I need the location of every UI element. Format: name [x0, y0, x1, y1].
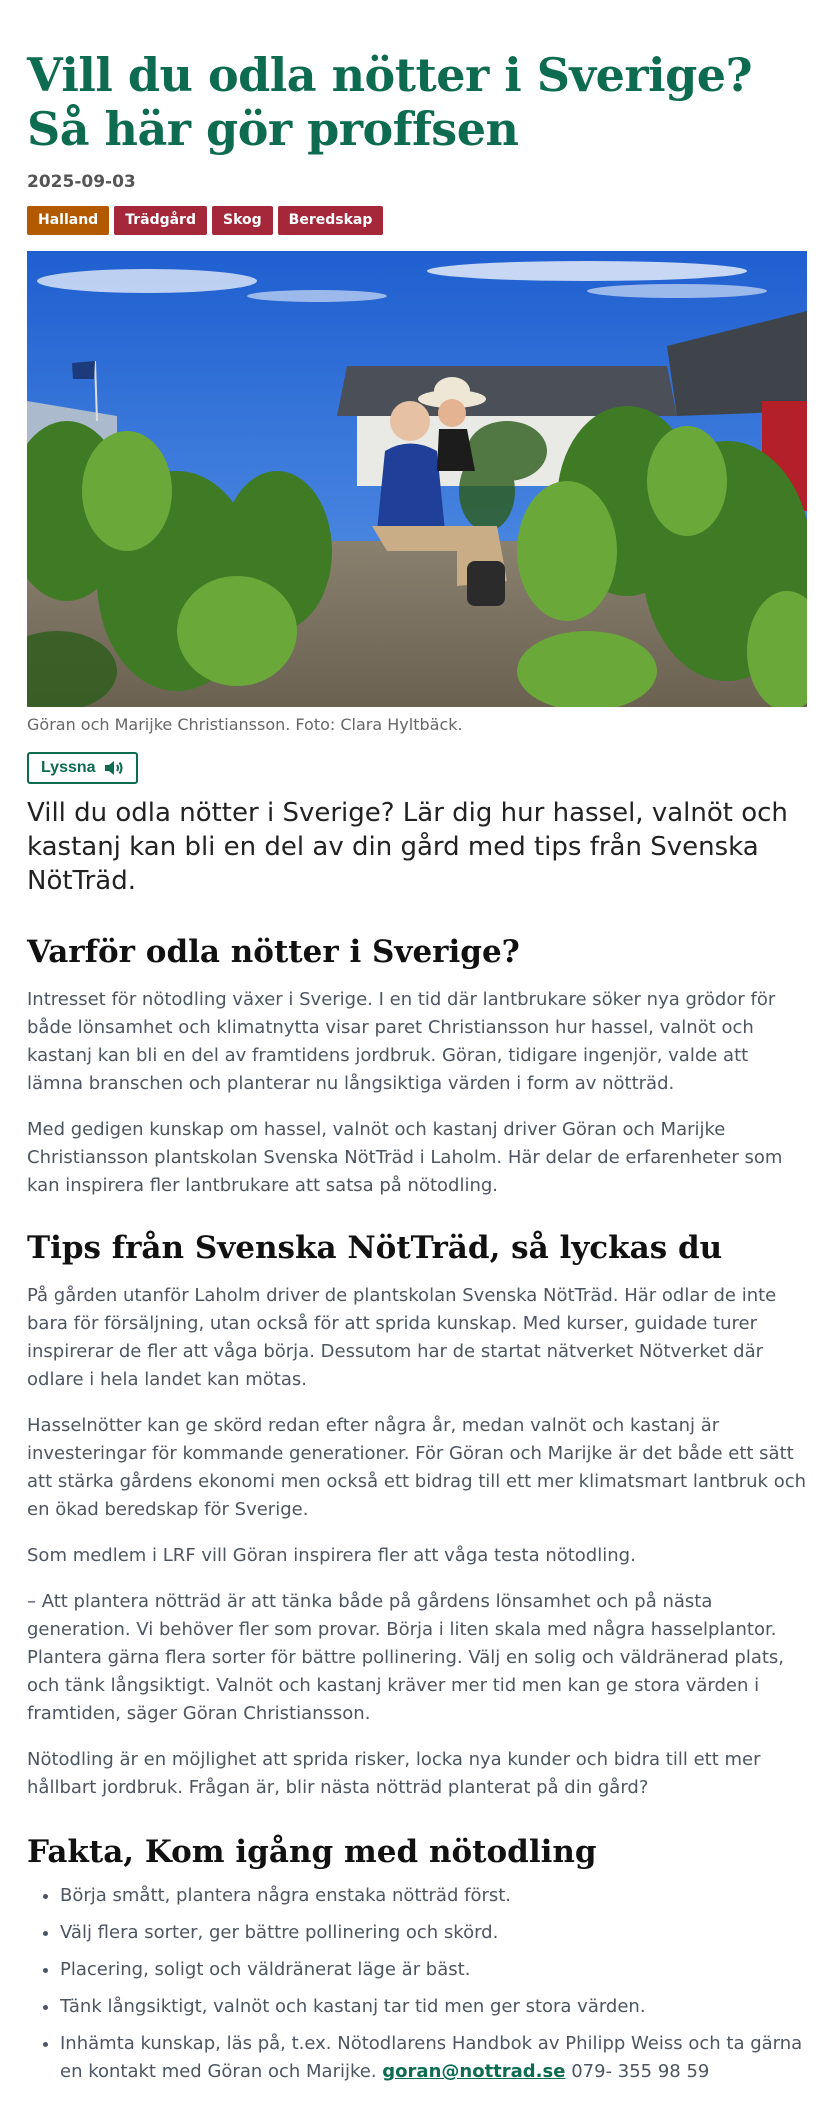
paragraph: Hasselnötter kan ge skörd redan efter några år, medan valnöt och kastanj är investeringar för kommande generationer. För Göran och Marijke är det både ett sätt att stärka gårdens ekonomi men också ett bidrag till ett mer klimatsmart lantbruk och en ökad beredskap för Sverige.	[27, 1415, 807, 1520]
list-item: • Tänk långsiktigt, valnöt och kastanj tar tid men ger stora värden.	[60, 1993, 807, 2021]
paragraph: Nötodling är en möjlighet att sprida risker, locka nya kunder och bidra till ett mer hållbart jordbruk. Frågan är, blir nästa nötträd planterat på din gård?	[27, 1749, 761, 1798]
list-item: • Välj flera sorter, ger bättre pollinering och skörd.	[60, 1919, 807, 1947]
list-item: • Placering, soligt och väldränerat läge är bäst.	[60, 1956, 807, 1984]
list-item	[60, 2030, 807, 2086]
tag-tradgard[interactable]: Trädgård	[114, 206, 207, 235]
publish-date: 2025-09-03	[27, 172, 136, 192]
quote-paragraph: – Att plantera nötträd är att tänka både på gårdens lönsamhet och på nästa generation. Vi behöver fler som provar. Börja i liten skala med några hasselplantor. Plantera gärna flera sorter för bättre pollinering. Välj en solig och väldränerad plats, och tänk långsiktigt. Valnöt och kastanj kräver mer tid men kan ge stora värden i framtiden, säger Göran Christiansson.	[27, 1591, 785, 1724]
page-title: Vill du odla nötter i Sverige? Så här gör proffsen	[27, 48, 753, 156]
list-item: • Börja smått, plantera några enstaka nötträd först.	[60, 1882, 807, 1910]
paragraph: Som medlem i LRF vill Göran inspirera fler att våga testa nötodling.	[27, 1545, 636, 1566]
hero-photo	[27, 251, 807, 707]
email-link[interactable]: goran@nottrad.se	[382, 2061, 566, 2082]
article	[27, 0, 807, 2086]
facts-heading: Fakta, Kom igång med nötodling	[27, 1834, 597, 1870]
list-item-text: Inhämta kunskap, läs på, t.ex. Nötodlarens Handbok av Philipp Weiss och ta gärna en kontakt med Göran och Marijke.	[60, 2033, 803, 2082]
facts-list	[27, 1882, 807, 2086]
paragraph: Med gedigen kunskap om hassel, valnöt och kastanj driver Göran och Marijke Christiansson plantskolan Svenska NötTräd i Laholm. Här delar de erfarenheter som kan inspirera fler lantbrukare att satsa på nötodling.	[27, 1119, 783, 1196]
tag-skog[interactable]: Skog	[212, 206, 273, 235]
section-heading-why: Varför odla nötter i Sverige?	[27, 934, 520, 970]
tag-list	[27, 206, 807, 235]
speaker-icon	[104, 760, 124, 776]
lead-text: Vill du odla nötter i Sverige? Lär dig hur hassel, valnöt och kastanj kan bli en del av din gård med tips från Svenska NötTräd.	[27, 798, 788, 896]
tag-halland[interactable]: Halland	[27, 206, 109, 235]
listen-label: Lyssna	[41, 759, 96, 776]
phone-number: 079- 355 98 59	[571, 2061, 710, 2082]
listen-button[interactable]	[27, 752, 138, 784]
image-caption: Göran och Marijke Christiansson. Foto: Clara Hyltbäck.	[27, 715, 463, 734]
tag-beredskap[interactable]: Beredskap	[278, 206, 384, 235]
paragraph: Intresset för nötodling växer i Sverige. I en tid där lantbrukare söker nya grödor för både lönsamhet och klimatnytta visar paret Christiansson hur hassel, valnöt och kastanj kan bli en del av framtidens jordbruk. Göran, tidigare ingenjör, valde att lämna branschen och planterar nu långsiktiga värden i form av nötträd.	[27, 989, 776, 1094]
section-heading-tips: Tips från Svenska NötTräd, så lyckas du	[27, 1230, 723, 1266]
paragraph: På gården utanför Laholm driver de plantskolan Svenska NötTräd. Här odlar de inte bara för försäljning, utan också för att sprida kunskap. Med kurser, guidade turer inspirerar de fler att våga börja. Dessutom har de startat nätverket Nötverket där odlare i hela landet kan mötas.	[27, 1285, 777, 1390]
